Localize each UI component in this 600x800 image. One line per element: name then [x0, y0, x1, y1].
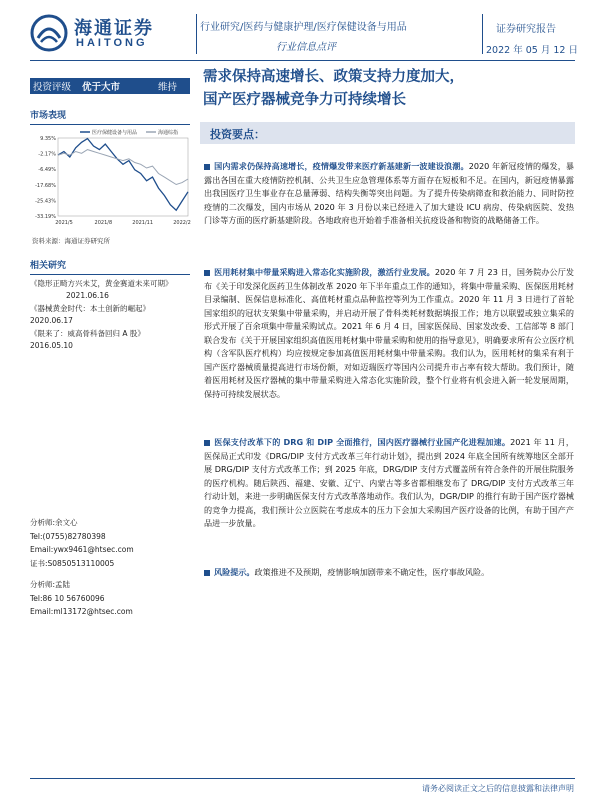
x-tick-label: 2022/2: [173, 220, 191, 226]
related-research: [30, 258, 190, 351]
logo-mark-icon: [30, 14, 68, 52]
report-title: [203, 66, 583, 112]
square-bullet-icon: [204, 270, 210, 276]
analyst-tel: Tel:(0755)82780398: [30, 531, 106, 541]
y-tick-label: -17.68%: [35, 182, 56, 189]
paragraph-lead: 风险提示。: [214, 567, 255, 577]
analyst-email: Email:ywx9461@htsec.com: [30, 545, 134, 554]
analyst-contacts: [30, 516, 190, 619]
document-type: 证券研究报告: [496, 24, 556, 35]
header-divider: [196, 14, 197, 54]
related-item-date: 2016.05.10: [30, 340, 73, 350]
series-line: [58, 150, 188, 185]
logo-text-cn: 海通证券: [74, 18, 154, 39]
report-subcategory: 行业信息点评: [276, 42, 336, 53]
paragraph-body: 政策推进不及预期，疫情影响加剧带来不确定性，医疗事故风险。: [254, 567, 490, 577]
paragraph-body: 2021 年 11 月，医保局正式印发《DRG/DIP 支付方式改革三年行动计划》，提出到 2024 年底全国所有统筹地区全部开展 DRG/DIP 支付方式改革工作；到 2025 年底，DRG/DIP 支付方式覆盖所有符合条件的开展住院服务的医疗机构。随后陕西、福建、安徽、辽宁、内蒙古等多省都相继发布了 DRG/DIP 支付方式改革三年行动计划，来进一步明确医保支付方式改革落地动作。我们认为，DGR/DIP 的推行有助于国产医疗器械的竞争力提高，我们预计公立医院在考虑成本的压力下会加大采购国产医疗设备的比例，有助于国产产品进一步放量。: [204, 437, 574, 528]
footer-rule: [30, 778, 575, 779]
related-item-date: 2020.06.17: [30, 315, 73, 325]
chart-source: 资料来源：海通证券研究所: [32, 237, 110, 245]
key-points-label: 投资要点：: [210, 128, 265, 141]
key-point-paragraph: [204, 436, 574, 531]
legend-label: 海通综指: [158, 130, 179, 136]
y-tick-label: -6.49%: [38, 167, 56, 174]
analyst-name: 分析师:余文心: [30, 518, 78, 527]
related-item: [30, 278, 190, 301]
x-tick-label: 2021/11: [132, 220, 154, 226]
key-point-paragraph: [204, 566, 574, 580]
paragraph-lead: 医保支付改革下的 DRG 和 DIP 全面推行，国内医疗器械行业国产化进程加速。: [214, 437, 511, 447]
analyst-name: 分析师:孟陆: [30, 580, 71, 589]
header-divider: [482, 14, 483, 54]
legend-label: 医疗保健设备与用品: [92, 130, 138, 136]
header-rule: [30, 60, 575, 61]
logo-text-en: HAITONG: [76, 37, 148, 49]
y-tick-label: 9.35%: [40, 136, 56, 142]
market-performance: [30, 108, 190, 125]
square-bullet-icon: [204, 440, 210, 446]
key-point-paragraph: [204, 266, 574, 401]
section-rule: [30, 274, 190, 275]
x-tick-label: 2021/8: [94, 220, 113, 226]
y-tick-label: -25.43%: [35, 198, 56, 205]
chart-frame: [58, 138, 188, 216]
report-title-line: 国产医疗器械竞争力可持续增长: [203, 92, 406, 108]
key-points-header: [200, 122, 575, 144]
related-item: [30, 303, 190, 326]
square-bullet-icon: [204, 570, 210, 576]
paragraph-lead: 医用耗材集中带量采购进入常态化实施阶段，激活行业发展。: [214, 267, 435, 277]
report-header: [0, 0, 600, 60]
square-bullet-icon: [204, 164, 210, 170]
industry-category: 行业研究/医药与健康护理/医疗保健设备与用品: [200, 22, 407, 33]
related-item-title: 《器械黄金时代：本土创新的崛起》: [30, 304, 150, 313]
rating-value: 优于大市: [82, 82, 121, 93]
report-date: 2022 年 05 月 12 日: [486, 45, 578, 56]
rating-action: 维持: [158, 82, 178, 93]
market-chart: [28, 124, 193, 234]
market-title: 市场表现: [30, 111, 67, 121]
analyst-tel: Tel:86 10 56760096: [30, 593, 105, 603]
disclaimer-footer: 请务必阅读正文之后的信息披露和法律声明: [422, 784, 574, 793]
investment-rating-bar: [30, 78, 190, 94]
company-logo: [30, 14, 180, 54]
related-item: [30, 328, 190, 351]
related-item-title: 《隐形正畸方兴未艾，黄金赛道未来可期》: [30, 279, 173, 288]
paragraph-lead: 国内需求仍保持高速增长，疫情爆发带来医疗新基建新一波建设浪潮。: [214, 161, 469, 171]
chart-legend: [80, 129, 178, 136]
y-tick-label: -2.17%: [38, 151, 56, 158]
paragraph-body: 2020 年 7 月 23 日，国务院办公厅发布《关于印发深化医药卫生体制改革 2020 年下半年重点工作的通知》，将集中带量采购、医保医用耗材目录编制、医保信息标准化、高值耗材重点品种监控等列为工作重点。2020 年 11 月 3 日进行了首轮国家组织的冠状支架集中带量采购，并启动开展了骨科类耗材数据填报工作；地方以联盟或独立集采的形式开展了百余项集中带量采购试点。2021 年 6 月 4 日，国家医保局、国家发改委、工信部等 8 部门联合发布《关于开展国家组织高值医用耗材集中带量采购和使用的指导意见》，明确要求所有公立医疗机构（含军队医疗机构）均应按规定参加高值医用耗材集中带量采购。我们认为，医用耗材的集采有利于国产医疗器械质量提高进行市场份额，对如迈瑞医疗等国内公司提升市占率有较大帮助。我们预计，随着医用耗材及医疗器械的集中带量采购进入常态化实施阶段，整个行业将有机会进入新一轮发展周期，保持可持续发展状态。: [204, 267, 574, 399]
related-item-title: 《限来了：威高骨科备回归 A 股》: [30, 329, 145, 338]
analyst-email: Email:ml13172@htsec.com: [30, 607, 133, 616]
key-point-paragraph: [204, 160, 574, 228]
report-title-line: 需求保持高速增长、政策支持力度加大，: [203, 69, 464, 85]
related-title: 相关研究: [30, 261, 67, 271]
y-tick-label: -33.19%: [35, 214, 56, 220]
paragraph-body: 2020 年新冠疫情的爆发，暴露出各国在重大疫情防控机制、公共卫生应急管理体系等方面存在短板和不足。在国内，新冠疫情暴露出我国医疗卫生事业存在总量薄弱、结构失衡等突出问题。为了提升传染病筛查和救治能力、同时防控疫情的二次爆发，国内市场从 2020 年 3 月份以来已经进入了加大建设 ICU 病房、传染病医院、发热门诊等方面的医疗新基建阶段。各地政府也开始着手准备相关抗疫设备和物资的战略储备工作。: [204, 161, 574, 225]
series-line: [58, 139, 188, 211]
analyst-cert: 证书:S0850513110005: [30, 558, 115, 568]
rating-label: 投资评级: [33, 82, 72, 93]
related-item-date: 2021.06.16: [66, 290, 109, 300]
x-tick-label: 2021/5: [55, 220, 73, 226]
